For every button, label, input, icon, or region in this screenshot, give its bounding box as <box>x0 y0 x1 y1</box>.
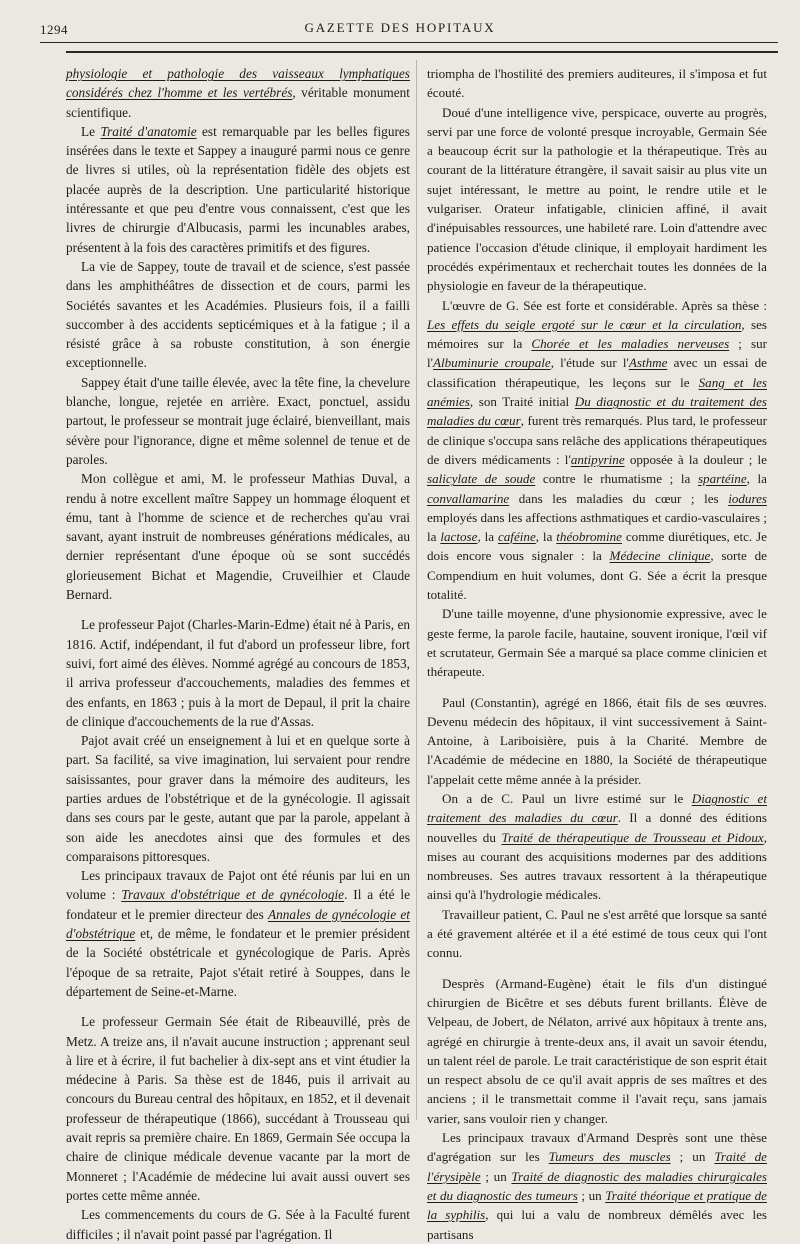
paragraph: Pajot avait créé un enseignement à lui et en quelque sorte à part. Sa facilité, sa vive imagination, lui servaient pour rendre saisissantes, pour graver dans la mémoire des auditeurs, les parties ardues de l'obstétrique et de la gynécologie. Il agissait dans ses cours par le geste, autant que par la parole, appelant à son aide les anecdotes ainsi que des formules et des comparaisons pittoresques. <box>66 733 410 864</box>
paragraph: triompha de l'hostilité des premiers auditeures, il s'imposa et fut écouté. <box>427 66 767 101</box>
drug-name: caféine <box>497 529 536 545</box>
paragraph: Mon collègue et ami, M. le professeur Mathias Duval, a rendu à notre excellent maître Sappey un hommage éloquent et ému, tant à l'homme de science et de recherches qu'au vrai savant, ayant instruit de nombreuses générations médicales, au dernier représentant d'une époque où se sont succédés glorieusement Bichat et Magendie, Cruveilhier et Claude Bernard. <box>66 471 410 603</box>
paragraph: Travailleur patient, C. Paul ne s'est arrêté que lorsque sa santé a été gravement altérée et il a été estimé de tous ceux qui l'ont connu. <box>427 906 767 961</box>
drug-name: convallamarine <box>427 490 510 506</box>
paragraph: Le professeur Germain Sée était de Ribeauvillé, près de Metz. A treize ans, il n'avait aucune instruction ; apprenant seul à lire et à écrire, il fut bachelier à dix-sept ans et vint étudier la médecine à Paris. Sa thèse est de 1846, puis il arrivait au concours du Bureau central des hôpitaux, en 1852, et il devenait professeur de thérapeutique (1866), succédant à Trousseau qui avait repris sa première chaire. En 1869, Germain Sée occupa la chaire de clinique médicale devenue vacante par la mort de Monneret ; l'Académie de médecine lui avait aussi ouvert ses portes cette même année. <box>66 1014 410 1203</box>
work-title: Travaux d'obstétrique et de gynécologie <box>121 887 345 903</box>
text: opposée à la douleur ; le <box>624 451 767 467</box>
text: Les principaux travaux de Pajot ont été réunis par lui en un volume : <box>66 868 410 903</box>
text: . Il a été le fondateur et le premier directeur des <box>66 887 410 922</box>
paragraph: Sappey était d'une taille élevée, avec la tête fine, la chevelure blanche, longue, rejetée en arrière. Exact, ponctuel, assidu partout, le professeur se montrait juge éclairé, bienveillant, mais sévère pour l'ignorance, digne et même solennel de tenue et de paroles. <box>66 374 410 467</box>
paragraph <box>427 789 767 905</box>
work-title: Sang et les anémies <box>427 374 767 410</box>
paragraph: D'une taille moyenne, d'une physionomie expressive, avec le geste ferme, la parole facile, hautaine, souvent ironique, l'œil vif et scrutateur, Germain Sée a marqué sa place comme clinicien et thérapeute. <box>427 606 767 680</box>
text: avec un essai de classification thérapeutique, les leçons sur le <box>427 355 767 390</box>
text: ; un <box>577 1187 606 1203</box>
text: , véritable monument scientifique. <box>66 85 410 120</box>
text: L'œuvre de G. Sée est forte et considérable. Après sa thèse : <box>442 297 767 313</box>
drug-name: spartéine <box>697 471 747 487</box>
paragraph <box>66 64 410 122</box>
paragraph: Le professeur Pajot (Charles-Marin-Edme) était né à Paris, en 1816. Actif, indépendant, il fut d'abord un professeur libre, fort suivi, fort aimé des élèves. Nommé agrégé au concours de 1853, il arriva professeur d'accouchements, maladies des femmes et des enfants, en 1863 ; puis à la mort de Depaul, il prit la chaire de clinique d'accouchements de la rue d'Assas. <box>66 617 410 729</box>
paragraph <box>427 1128 767 1244</box>
work-title: Asthme <box>628 355 668 371</box>
text: , ses mémoires sur la <box>427 316 767 352</box>
work-title: Traité de thérapeutique de Trousseau et Pidoux <box>501 829 764 845</box>
page-header <box>0 0 800 44</box>
text: On a de C. Paul un livre estimé sur le <box>442 790 692 806</box>
right-column <box>427 64 767 1244</box>
paragraph: La vie de Sappey, toute de travail et de science, s'est passée dans les amphithéâtres de dissection et de cours, parmi les Sociétés savantes et les Académies. Plusieurs fois, il a failli succomber à des accidents septicémiques et à la fatigue ; il a résisté grâce à sa robuste constitution, à son énergie exceptionnelle. <box>66 258 410 371</box>
text: , mises au courant des acquisitions modernes par des additions nombreuses. Ses autres travaux ressortent à la thérapeutique ainsi qu'à l'hydrologie médicales. <box>427 829 767 903</box>
text: , son Traité initial <box>469 394 575 410</box>
paragraph <box>66 866 410 1001</box>
work-title: Traité de diagnostic des maladies chirurgicales et du diagnostic des tumeurs <box>427 1168 767 1203</box>
left-column <box>66 64 410 1244</box>
work-title: Albuminurie croupale <box>433 355 551 371</box>
work-title: Traité théorique et pratique de la syphilis <box>427 1187 767 1223</box>
column-divider <box>416 60 417 1120</box>
text: , sorte de Compendium en huit volumes, dont G. Sée a écrit la presque totalité. <box>427 548 767 603</box>
paragraph: Paul (Constantin), agrégé en 1866, était fils de ses œuvres. Devenu médecin des hôpitaux, il vint successivement à Saint-Antoine, à Lariboisière, puis à la Charité. Membre de l'Académie de médecine en 1880, la Société de thérapeutique l'appelait cette même année à la présider. <box>427 694 767 787</box>
text: ; un <box>670 1149 715 1165</box>
text: , furent très remarqués. Plus tard, le professeur de clinique s'occupa sans relâche des applications thérapeutiques de divers médicaments : l' <box>427 413 768 467</box>
drug-name: antipyrine <box>570 451 625 467</box>
text: , l'étude sur l' <box>550 355 629 371</box>
text: Les principaux travaux d'Armand Desprès sont une thèse d'agrégation sur les <box>427 1130 767 1165</box>
paragraph: Doué d'une intelligence vive, perspicace, ouverte au progrès, servi par une force de volonté presque incroyable, Germain Sée a beaucoup écrit sur la pathologie et la thérapeutique. Très au courant de la littérature étrangère, il savait saisir au plus vite un sujet intéressant, le mettre au point, le rendre utile et le vulgariser. Orateur infatigable, clinicien affiné, il avait d'inépuisables ressources, une habileté rare. Loin d'attendre avec patience l'occasion d'étude clinique, il employait hardiment les procédés expérimentaux et recherchait toutes les données de la physiologie en faveur de la thérapeutique. <box>427 104 767 294</box>
paragraph <box>427 296 767 605</box>
work-title: Annales de gynécologie et d'obstétrique <box>66 906 410 942</box>
work-title: Médecine clinique <box>609 548 711 564</box>
text: , qui lui a valu de nombreux démêlés avec les partisans <box>427 1207 768 1242</box>
text: Le <box>81 123 101 139</box>
work-title: Les effets du seigle ergoté sur le cœur et la circulation <box>427 316 742 332</box>
paragraph: Desprès (Armand-Eugène) était le fils d'un distingué chirurgien de Bicêtre et ses débuts furent brillants. Élève de Velpeau, de Jobert, de Nélaton, arrivé aux hôpitaux à trente ans, agrégé en chirurgie à trente-deux ans, il avait un savoir étendu, un talent réel de parole. Le trait caractéristique de son esprit était un respect absolu de ce qu'il avait appris de ses maîtres et des anciens ; il le transmettait comme il l'avait reçu, sans jamais varier, sans vouloir rien y changer. <box>427 975 767 1126</box>
paragraph <box>66 122 410 257</box>
text: contre le rhumatisme ; la <box>535 471 698 487</box>
header-rule-thin <box>40 42 778 43</box>
text: , la <box>746 471 767 487</box>
drug-name: iodures <box>728 490 767 506</box>
work-title: Du diagnostic et du traitement des maladies du cœur <box>427 394 767 429</box>
text: et, de même, le fondateur et le premier président de la Société obstétricale et gynécologique de Paris. Après l'époque de sa retraite, Pajot s'était retiré à Souppes, dans le département de Seine-et-Marne. <box>66 926 410 999</box>
page-number: 1294 <box>40 22 68 37</box>
paragraph: Les commencements du cours de G. Sée à la Faculté furent difficiles ; il n'avait point passé par l'agrégation. Il <box>66 1207 410 1242</box>
drug-name: salicylate de soude <box>427 471 536 487</box>
text: ; sur l' <box>427 336 767 371</box>
work-title: Diagnostic et traitement des maladies du cœur <box>427 790 768 826</box>
work-title: Tumeurs des muscles <box>548 1149 671 1165</box>
drug-name: théobromine <box>556 529 622 545</box>
text: employés dans les affections asthmatiques et cardio-vasculaires ; la <box>427 509 767 545</box>
work-title: Traité d'anatomie <box>100 123 197 139</box>
work-title: Traité de l'érysipèle <box>427 1149 767 1184</box>
work-title: physiologie et pathologie des vaisseaux lymphatiques considérés chez l'homme et les vertébrés <box>66 66 410 101</box>
text: , la <box>535 529 557 545</box>
work-title: Chorée et les maladies nerveuses <box>531 336 730 352</box>
text: dans les maladies du cœur ; les <box>509 490 729 506</box>
page-title: GAZETTE DES HOPITAUX <box>304 20 496 35</box>
text: ; un <box>480 1168 512 1184</box>
drug-name: lactose <box>440 529 478 545</box>
header-rule-thick <box>66 51 778 53</box>
text: , la <box>477 529 498 545</box>
text: est remarquable par les belles figures insérées dans le texte et Sappey a inauguré parmi nous ce genre de livres si utiles, où la représentation fidèle des objets est placée auprès de la description. Une particularité historique intéressante et que peu d'entre vous connaissent, c'est que les livres de chirurgie d'Albucasis, parmi les incunables arabes, présentent à la fois des caractères primitifs et des figures. <box>66 123 410 255</box>
text: . Il a donné des éditions nouvelles du <box>427 810 767 845</box>
text: comme diurétiques, etc. Je dois encore vous signaler : la <box>427 529 767 564</box>
